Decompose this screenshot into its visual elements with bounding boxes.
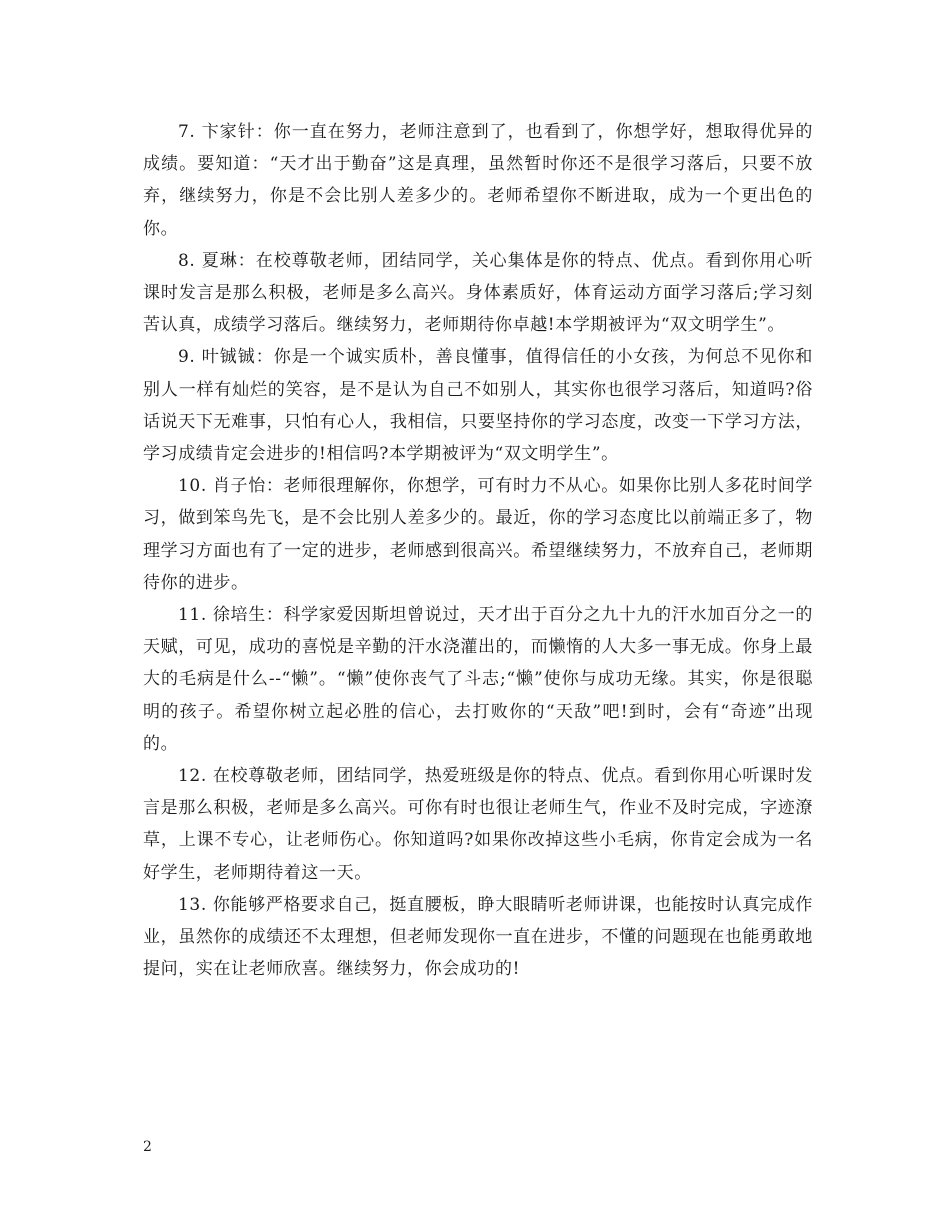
document-body <box>143 116 813 985</box>
comment-paragraph-9: 9. 叶铖铖：你是一个诚实质朴，善良懂事，值得信任的小女孩，为何总不见你和别人一样有灿烂的笑容，是不是认为自己不如别人，其实你也很学习落后，知道吗?俗话说天下无难事，只怕有心人，我相信，只要坚持你的学习态度，改变一下学习方法，学习成绩肯定会进步的!相信吗?本学期被评为“双文明学生”。 <box>143 347 813 465</box>
comment-paragraph-12: 12. 在校尊敬老师，团结同学，热爱班级是你的特点、优点。看到你用心听课时发言是那么积极，老师是多么高兴。可你有时也很让老师生气，作业不及时完成，字迹潦草，上课不专心，让老师伤心。你知道吗?如果你改掉这些小毛病，你肯定会成为一名好学生，老师期待着这一天。 <box>143 766 813 883</box>
comment-paragraph-8: 8. 夏琳：在校尊敬老师，团结同学，关心集体是你的特点、优点。看到你用心听课时发言是那么积极，老师是多么高兴。身体素质好，体育运动方面学习落后;学习刻苦认真，成绩学习落后。继续努力，老师期待你卓越!本学期被评为“双文明学生”。 <box>143 250 813 336</box>
comment-paragraph-7: 7. 卞家针：你一直在努力，老师注意到了，也看到了，你想学好，想取得优异的成绩。要知道：“天才出于勤奋”这是真理，虽然暂时你还不是很学习落后，只要不放弃，继续努力，你是不会比别人差多少的。老师希望你不断进取，成为一个更出色的你。 <box>143 122 813 239</box>
comment-paragraph-10: 10. 肖子怡：老师很理解你，你想学，可有时力不从心。如果你比别人多花时间学习，做到笨鸟先飞，是不会比别人差多少的。最近，你的学习态度比以前端正多了，物理学习方面也有了一定的进步，老师感到很高兴。希望继续努力，不放弃自己，老师期待你的进步。 <box>143 476 813 593</box>
page-number: 2 <box>143 1139 152 1155</box>
comment-paragraph-13: 13. 你能够严格要求自己，挺直腰板，睁大眼睛听老师讲课，也能按时认真完成作业，虽然你的成绩还不太理想，但老师发现你一直在进步，不懂的问题现在也能勇敢地提问，实在让老师欣喜。继续努力，你会成功的! <box>143 894 813 980</box>
comment-paragraph-11: 11. 徐培生：科学家爱因斯坦曾说过，天才出于百分之九十九的汗水加百分之一的天赋，可见，成功的喜悦是辛勤的汗水浇灌出的，而懒惰的人大多一事无成。你身上最大的毛病是什么--“懒”。“懒”使你丧气了斗志;“懒”使你与成功无缘。其实，你是很聪明的孩子。希望你树立起必胜的信心，去打败你的“天敌”吧!到时，会有“奇迹”出现的。 <box>143 605 813 754</box>
